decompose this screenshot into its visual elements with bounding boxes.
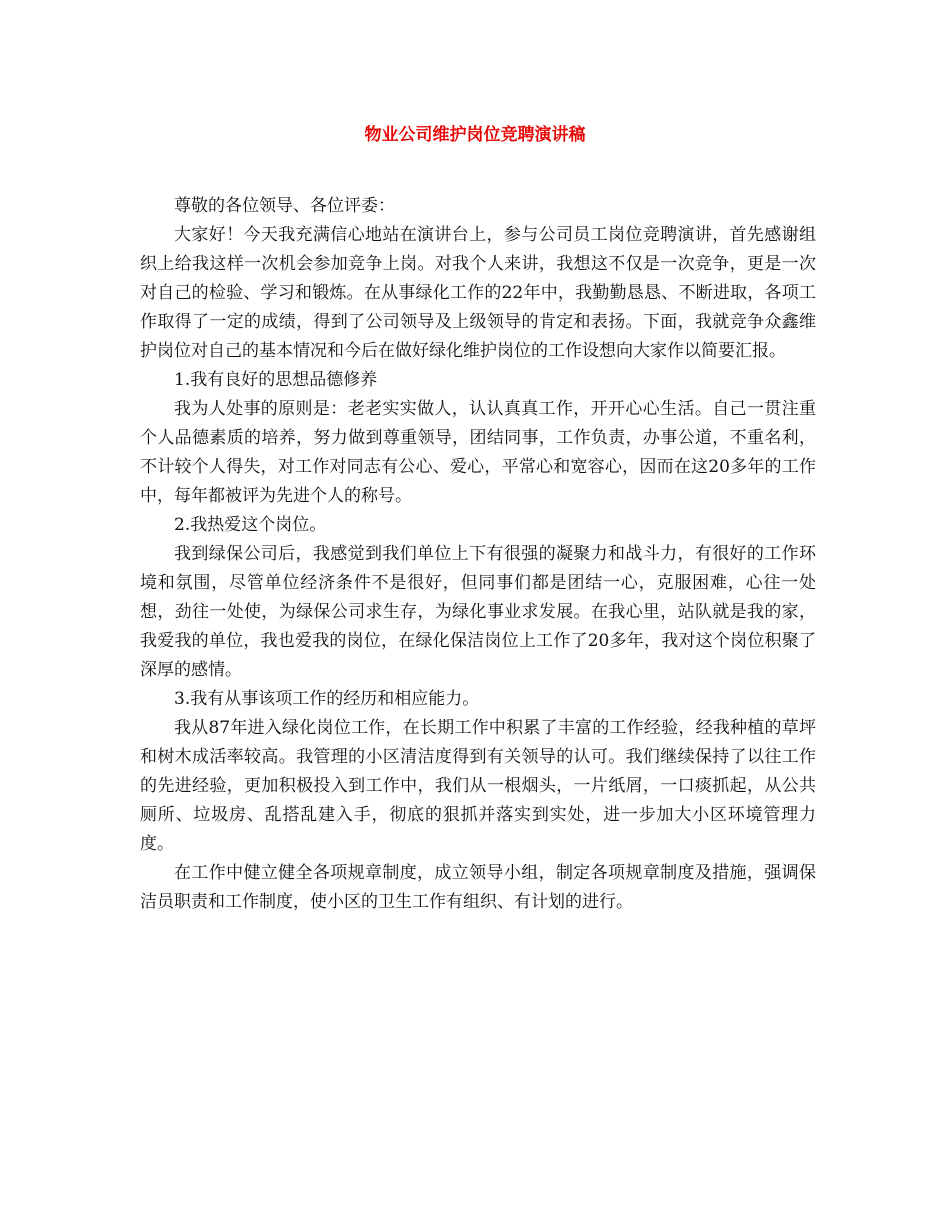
document-body [140, 192, 816, 917]
section-heading-3: 3.我有从事该项工作的经历和相应能力。 [174, 689, 480, 709]
paragraph-introduction: 大家好！今天我充满信心地站在演讲台上，参与公司员工岗位竞聘演讲，首先感谢组织上给我这样一次机会参加竞争上岗。对我个人来讲，我想这不仅是一次竞争，更是一次对自己的检验、学习和锻炼。在从事绿化工作的22年中，我勤勤恳恳、不断进取，各项工作取得了一定的成绩，得到了公司领导及上级领导的肯定和表扬。下面，我就竞争众鑫维护岗位对自己的基本情况和今后在做好绿化维护岗位的工作设想向大家作以简要汇报。 [140, 225, 816, 361]
paragraph-section-1: 我为人处事的原则是：老老实实做人，认认真真工作，开开心心生活。自己一贯注重个人品德素质的培养，努力做到尊重领导，团结同事，工作负责，办事公道，不重名利，不计较个人得失，对工作对同志有公心、爱心，平常心和宽容心，因而在这20多年的工作中，每年都被评为先进个人的称号。 [140, 399, 816, 506]
document-title: 物业公司维护岗位竞聘演讲稿 [364, 125, 586, 145]
paragraph-section-2: 我到绿保公司后，我感觉到我们单位上下有很强的凝聚力和战斗力，有很好的工作环境和氛围，尽管单位经济条件不是很好，但同事们都是团结一心，克服困难，心往一处想，劲往一处使，为绿保公司求生存，为绿化事业求发展。在我心里，站队就是我的家，我爱我的单位，我也爱我的岗位，在绿化保洁岗位上工作了20多年，我对这个岗位积聚了深厚的感情。 [140, 544, 816, 680]
paragraph-section-3: 我从87年进入绿化岗位工作，在长期工作中积累了丰富的工作经验，经我种植的草坪和树木成活率较高。我管理的小区清洁度得到有关领导的认可。我们继续保持了以往工作的先进经验，更加积极投入到工作中，我们从一根烟头，一片纸屑，一口痰抓起，从公共厕所、垃圾房、乱搭乱建入手，彻底的狠抓并落实到实处，进一步加大小区环境管理力度。 [140, 718, 816, 854]
paragraph-rules: 在工作中健立健全各项规章制度，成立领导小组，制定各项规章制度及措施，强调保洁员职责和工作制度，使小区的卫生工作有组织、有计划的进行。 [140, 863, 816, 912]
section-heading-2: 2.我热爱这个岗位。 [174, 515, 327, 535]
paragraph-salutation: 尊敬的各位领导、各位评委： [174, 196, 395, 216]
section-heading-1: 1.我有良好的思想品德修养 [174, 370, 378, 390]
